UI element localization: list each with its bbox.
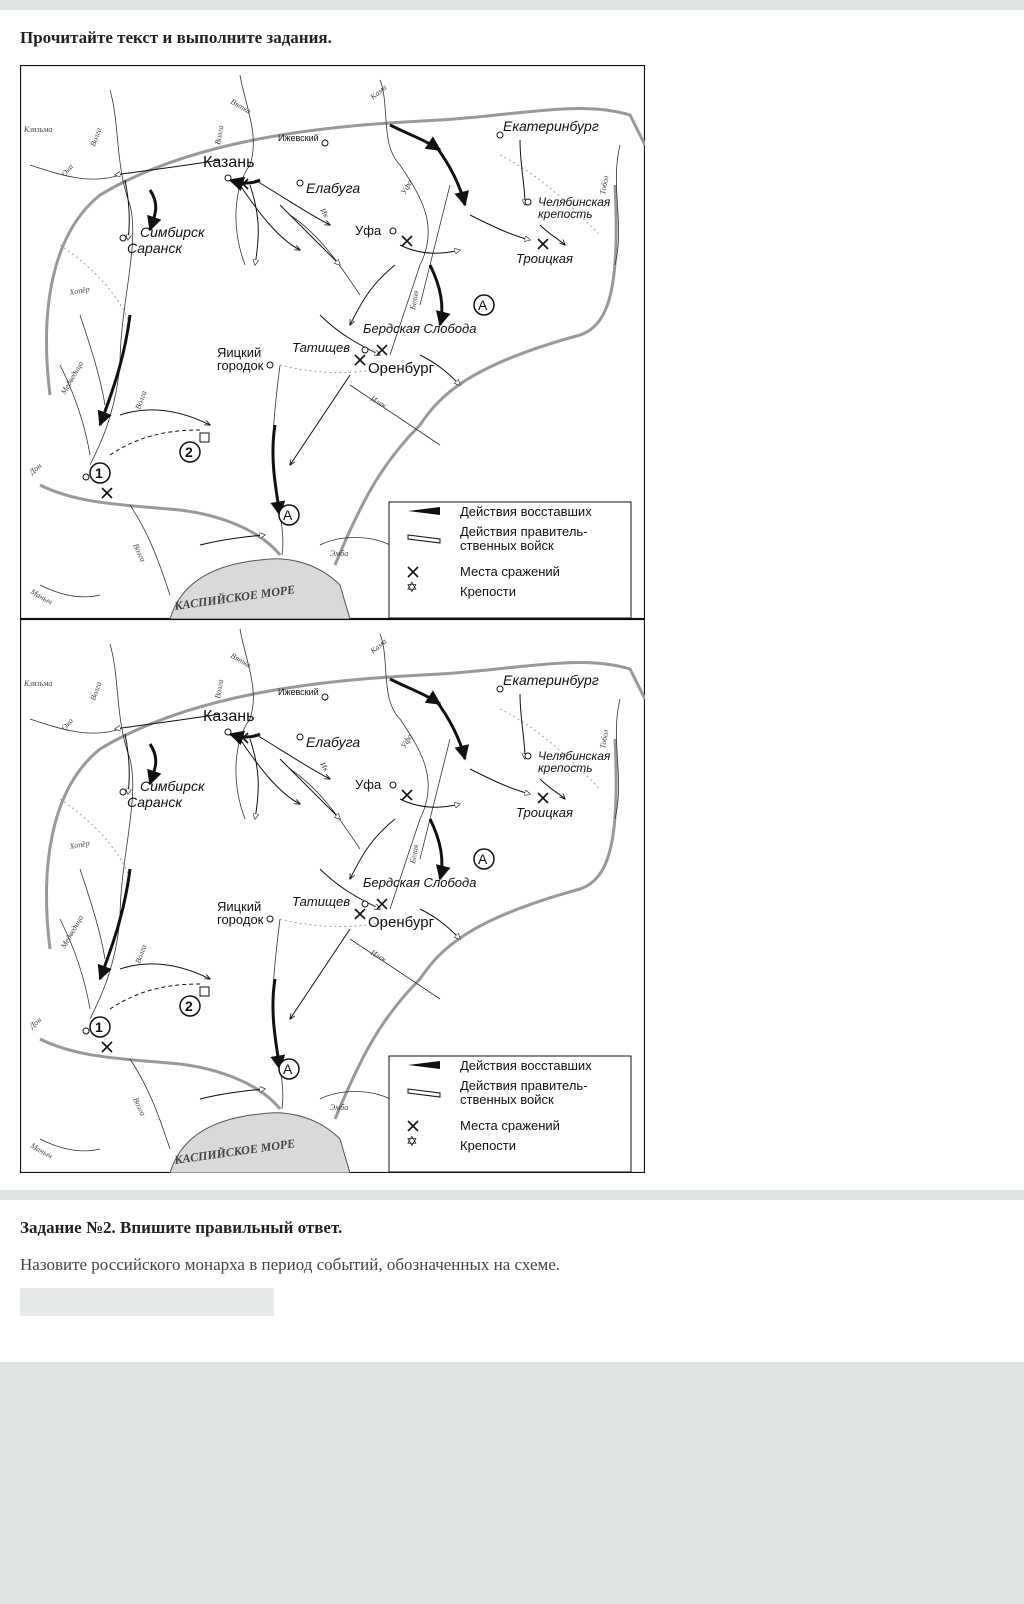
legend-gov-1: Действия правитель- — [460, 1078, 588, 1093]
legend-gov-1: Действия правитель- — [460, 524, 588, 539]
city-tatishchev: Татищев — [292, 340, 351, 355]
city-saransk: Саранск — [127, 794, 182, 810]
task-question: Назовите российского монарха в период событий, обозначенных на схеме. — [20, 1255, 561, 1274]
river-emba: Эмба — [330, 1103, 349, 1112]
marker-2: 2 — [185, 444, 193, 460]
city-elabuga: Елабуга — [306, 734, 361, 750]
river-khoper: Хопёр — [68, 838, 91, 851]
city-yaitsky-1: Яицкий — [217, 899, 262, 914]
river-volga-4: Волга — [213, 124, 226, 146]
river-emba: Эмба — [330, 549, 349, 558]
city-orenburg: Оренбург — [368, 360, 435, 377]
city-orenburg: Оренбург — [368, 914, 435, 931]
city-kazan: Казань — [203, 154, 255, 171]
answer-input[interactable] — [20, 1288, 274, 1316]
river-ufa: Уфа — [398, 732, 415, 750]
city-izhevsky: Ижевский — [278, 687, 319, 697]
river-ufa: Уфа — [398, 178, 415, 196]
sea-label: КАСПИЙСКОЕ МОРЕ — [173, 1136, 297, 1167]
city-yaitsky-2: городок — [217, 358, 264, 373]
top-band — [0, 0, 1024, 10]
river-volga-3: Волга — [131, 1096, 148, 1118]
sea-label: КАСПИЙСКОЕ МОРЕ — [173, 582, 297, 613]
city-yaitsky-2: городок — [217, 912, 264, 927]
river-volga-2: Волга — [133, 389, 149, 411]
legend-gov-2: ственных войск — [460, 1092, 554, 1107]
river-volga-3: Волга — [131, 542, 148, 564]
legend-rebels: Действия восставших — [460, 1058, 592, 1073]
uprising-map-1 — [20, 65, 645, 619]
city-kazan: Казань — [203, 708, 255, 725]
city-simbirsk: Симбирск — [140, 224, 205, 240]
river-manych: Маныч — [29, 586, 55, 607]
city-ufa: Уфа — [355, 777, 382, 792]
legend-gov-2: ственных войск — [460, 538, 554, 553]
river-vyatka: Вятка — [229, 96, 253, 116]
river-volga-1: Волга — [88, 126, 104, 148]
river-ik: Ик — [318, 206, 331, 220]
city-izhevsky: Ижевский — [278, 133, 319, 143]
marker-1: 1 — [95, 465, 103, 481]
city-berdskaya: Бердская Слобода — [363, 321, 477, 336]
city-chelyabinsk-1: Челябинская — [538, 195, 611, 209]
city-berdskaya: Бердская Слобода — [363, 875, 477, 890]
river-tobol: Тобол — [598, 174, 611, 196]
intro-heading: Прочитайте текст и выполните задания. — [20, 28, 332, 47]
city-troitskaya: Троицкая — [516, 251, 573, 266]
river-kama: Кама — [368, 82, 389, 102]
river-klyazma: Клязьма — [24, 125, 53, 134]
map-legend — [389, 1056, 631, 1172]
marker-1: 1 — [95, 1019, 103, 1035]
river-medveditsa: Медведица — [58, 913, 86, 950]
legend-battles: Места сражений — [460, 1118, 560, 1133]
svg-text:✡: ✡ — [406, 1133, 418, 1149]
card-separator — [0, 1190, 1024, 1200]
legend-battles: Места сражений — [460, 564, 560, 579]
city-saransk: Саранск — [127, 240, 182, 256]
river-ilek: Илек — [369, 393, 389, 411]
river-klyazma: Клязьма — [24, 679, 53, 688]
city-chelyabinsk-2: крепость — [538, 207, 593, 221]
task-title: Задание №2. Впишите правильный ответ. — [20, 1218, 343, 1237]
river-volga-4: Волга — [213, 678, 226, 700]
city-yekaterinburg: Екатеринбург — [503, 118, 599, 134]
river-ilek: Илек — [369, 947, 389, 965]
river-tobol: Тобол — [598, 728, 611, 750]
city-chelyabinsk-1: Челябинская — [538, 749, 611, 763]
svg-text:✡: ✡ — [406, 579, 418, 595]
river-don: Дон — [27, 1015, 44, 1031]
legend-fortresses: Крепости — [460, 584, 517, 599]
river-kama: Кама — [368, 636, 389, 656]
city-elabuga: Елабуга — [306, 180, 361, 196]
river-volga-1: Волга — [88, 680, 104, 702]
marker-a-2: А — [283, 1061, 293, 1077]
city-yaitsky-1: Яицкий — [217, 345, 262, 360]
river-oka: Ока — [59, 162, 76, 179]
uprising-map-2 — [20, 619, 645, 1173]
river-ik: Ик — [318, 760, 331, 774]
city-chelyabinsk-2: крепость — [538, 761, 593, 775]
river-belaya: Белая — [408, 843, 421, 865]
river-oka: Ока — [59, 716, 76, 733]
city-yekaterinburg: Екатеринбург — [503, 672, 599, 688]
marker-a-1: А — [478, 297, 488, 313]
legend-fortresses: Крепости — [460, 1138, 517, 1153]
river-vyatka: Вятка — [229, 650, 253, 670]
map-legend — [389, 502, 631, 618]
marker-2: 2 — [185, 998, 193, 1014]
river-manych: Маныч — [29, 1140, 55, 1161]
city-simbirsk: Симбирск — [140, 778, 205, 794]
river-don: Дон — [27, 461, 44, 477]
river-medveditsa: Медведица — [58, 359, 86, 396]
city-troitskaya: Троицкая — [516, 805, 573, 820]
city-ufa: Уфа — [355, 223, 382, 238]
marker-a-1: А — [478, 851, 488, 867]
river-khoper: Хопёр — [68, 284, 91, 297]
river-belaya: Белая — [408, 289, 421, 311]
city-tatishchev: Татищев — [292, 894, 351, 909]
river-volga-2: Волга — [133, 943, 149, 965]
legend-rebels: Действия восставших — [460, 504, 592, 519]
marker-a-2: А — [283, 507, 293, 523]
